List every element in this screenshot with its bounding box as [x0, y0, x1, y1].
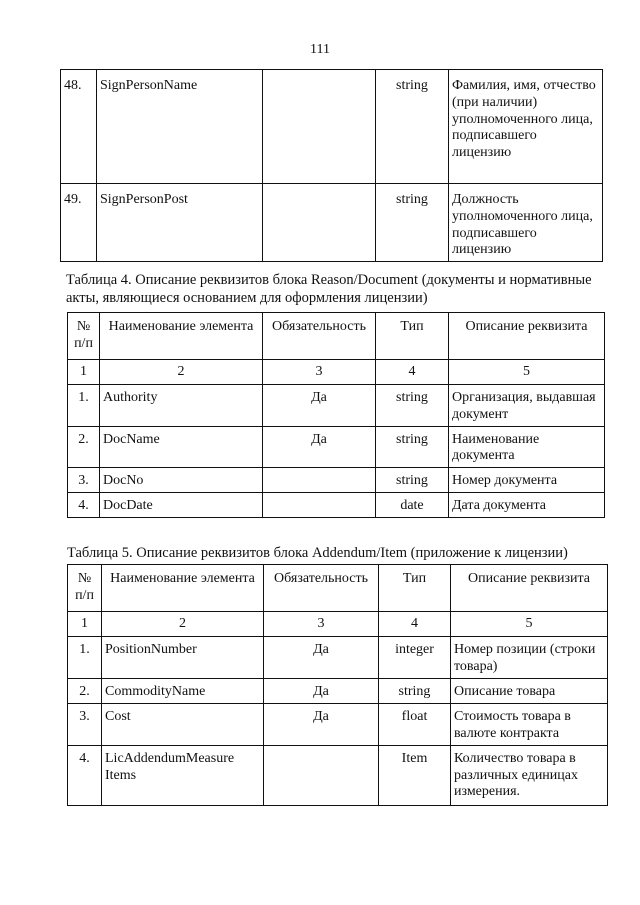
column-number: 4: [376, 360, 449, 385]
element-name: DocDate: [100, 492, 263, 517]
table-4-caption: Таблица 4. Описание реквизитов блока Reason/Document (документы и нормативные акты, являющиеся основанием для оформления лицензии): [66, 272, 592, 306]
element-description: Дата документа: [449, 492, 605, 517]
element-type: string: [376, 426, 449, 468]
row-number: 2.: [68, 679, 102, 704]
element-description: Номер документа: [449, 468, 605, 493]
element-name: SignPersonPost: [97, 184, 263, 262]
row-number: 1.: [68, 637, 102, 679]
table-row: [61, 184, 603, 262]
row-number: 4.: [68, 745, 102, 805]
element-name: DocName: [100, 426, 263, 468]
table-5: [67, 564, 608, 806]
element-description: Должность уполномоченного лица, подписавшего лицензию: [449, 184, 603, 262]
header-required: Обязательность: [264, 565, 379, 612]
element-type: string: [379, 679, 451, 704]
element-type: integer: [379, 637, 451, 679]
column-number: 3: [263, 360, 376, 385]
header-name: Наименование элемента: [100, 313, 263, 360]
column-number: 3: [264, 612, 379, 637]
table-3-continued: [60, 69, 603, 262]
element-type: float: [379, 703, 451, 745]
header-type: Тип: [376, 313, 449, 360]
element-name: PositionNumber: [102, 637, 264, 679]
column-number-row: [68, 612, 608, 637]
element-type: date: [376, 492, 449, 517]
element-description: Номер позиции (строки товара): [451, 637, 608, 679]
header-name: Наименование элемента: [102, 565, 264, 612]
column-number-row: [68, 360, 605, 385]
element-description: Наименование документа: [449, 426, 605, 468]
table-row: [68, 679, 608, 704]
element-description: Описание товара: [451, 679, 608, 704]
element-name: CommodityName: [102, 679, 264, 704]
row-number: 2.: [68, 426, 100, 468]
column-number: 2: [102, 612, 264, 637]
table-header-row: [68, 313, 605, 360]
row-number: 49.: [61, 184, 97, 262]
element-description: Стоимость товара в валюте контракта: [451, 703, 608, 745]
element-required: [263, 70, 376, 184]
row-number: 1.: [68, 385, 100, 427]
element-required: [263, 492, 376, 517]
row-number: 48.: [61, 70, 97, 184]
column-number: 5: [449, 360, 605, 385]
table-4: [67, 312, 605, 518]
row-number: 3.: [68, 468, 100, 493]
table-row: [68, 492, 605, 517]
header-description: Описание реквизита: [449, 313, 605, 360]
element-required: [263, 468, 376, 493]
element-required: [263, 184, 376, 262]
element-required: [264, 745, 379, 805]
page-number: 111: [310, 42, 330, 57]
element-description: Организация, выдавшая документ: [449, 385, 605, 427]
column-number: 2: [100, 360, 263, 385]
row-number: 4.: [68, 492, 100, 517]
element-required: Да: [264, 703, 379, 745]
header-num: № п/п: [68, 565, 102, 612]
element-required: Да: [264, 679, 379, 704]
element-type: string: [376, 70, 449, 184]
element-description: Количество товара в различных единицах измерения.: [451, 745, 608, 805]
header-num: № п/п: [68, 313, 100, 360]
element-required: Да: [264, 637, 379, 679]
element-name: Cost: [102, 703, 264, 745]
element-name: SignPersonName: [97, 70, 263, 184]
header-description: Описание реквизита: [451, 565, 608, 612]
element-name: DocNo: [100, 468, 263, 493]
column-number: 1: [68, 360, 100, 385]
table-row: [68, 468, 605, 493]
table-5-caption: Таблица 5. Описание реквизитов блока Addendum/Item (приложение к лицензии): [67, 545, 568, 561]
table-header-row: [68, 565, 608, 612]
column-number: 4: [379, 612, 451, 637]
element-type: Item: [379, 745, 451, 805]
table-row: [68, 637, 608, 679]
table-row: [68, 426, 605, 468]
element-name: Authority: [100, 385, 263, 427]
table-row: [68, 385, 605, 427]
column-number: 1: [68, 612, 102, 637]
table-row: [68, 745, 608, 805]
table-row: [68, 703, 608, 745]
header-type: Тип: [379, 565, 451, 612]
header-required: Обязательность: [263, 313, 376, 360]
element-description: Фамилия, имя, отчество (при наличии) уполномоченного лица, подписавшего лицензию: [449, 70, 603, 184]
column-number: 5: [451, 612, 608, 637]
element-type: string: [376, 385, 449, 427]
element-required: Да: [263, 426, 376, 468]
element-type: string: [376, 468, 449, 493]
element-type: string: [376, 184, 449, 262]
element-name: LicAddendumMeasure Items: [102, 745, 264, 805]
table-row: [61, 70, 603, 184]
element-required: Да: [263, 385, 376, 427]
row-number: 3.: [68, 703, 102, 745]
